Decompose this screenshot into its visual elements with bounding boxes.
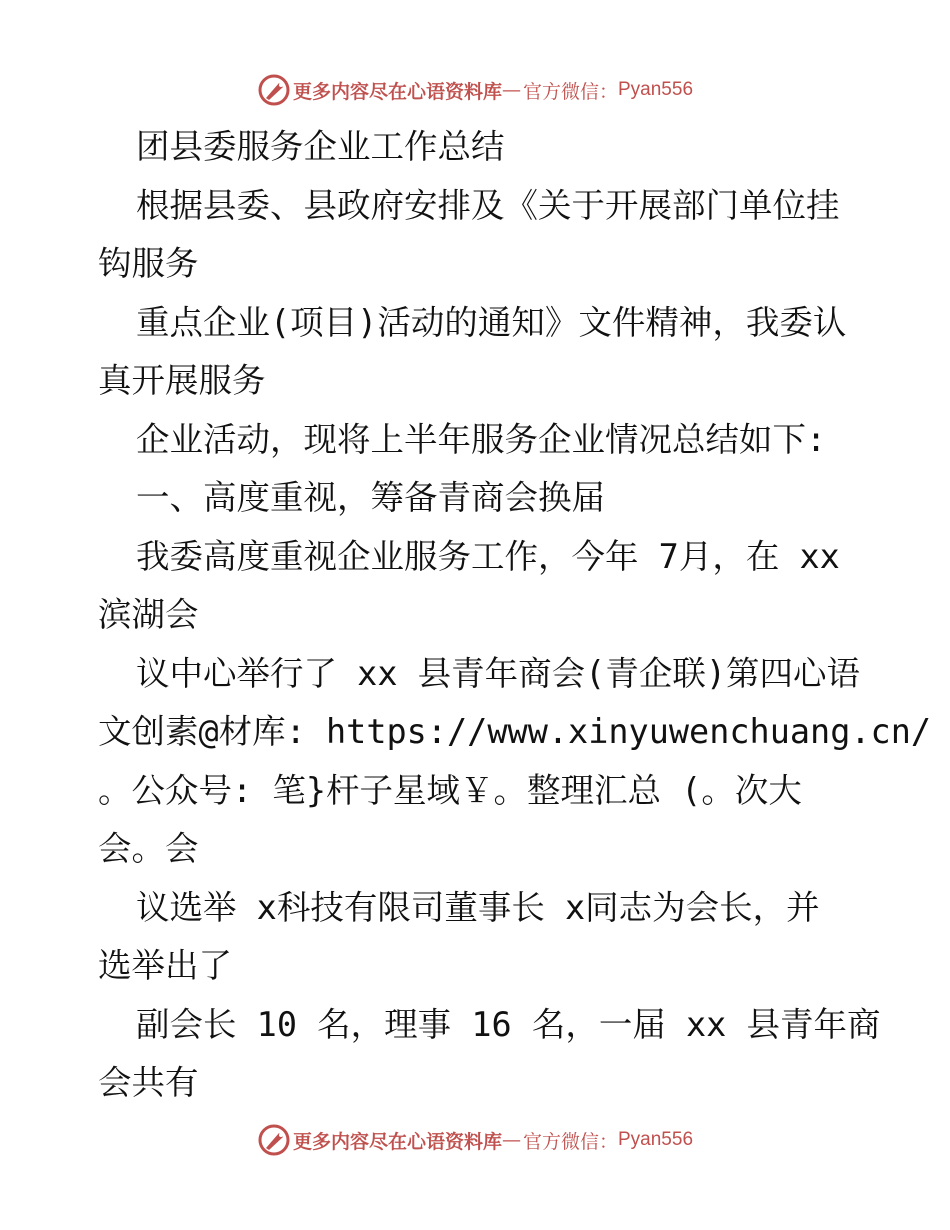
paragraph-line: 滨湖会 bbox=[98, 595, 199, 634]
paragraph-line: 议选举 x科技有限司董事长 x同志为会长，并 bbox=[136, 887, 820, 927]
pen-nib-circle-logo bbox=[257, 1123, 291, 1157]
banner-separator: — bbox=[501, 79, 521, 101]
banner-wechat-label: 官方微信： bbox=[522, 80, 618, 103]
paragraph-line: 团县委服务企业工作总结 bbox=[136, 127, 505, 166]
paragraph-line: 文创素@材库: https://www.xinyuwenchuang.cn/ bbox=[98, 712, 932, 751]
header-banner bbox=[0, 73, 950, 107]
banner-wechat-label: 官方微信： bbox=[522, 1130, 618, 1153]
paragraph-line: 议中心举行了 xx 县青年商会(青企联)第四心语 bbox=[136, 653, 861, 693]
paragraph-line: 钩服务 bbox=[98, 244, 199, 283]
footer-banner bbox=[0, 1123, 950, 1157]
banner-separator: — bbox=[501, 1129, 521, 1151]
paragraph-line: 一、高度重视，筹备青商会换届 bbox=[136, 478, 605, 517]
document-body bbox=[98, 118, 932, 1113]
paragraph-line: 我委高度重视企业服务工作，今年 7月，在 xx bbox=[136, 536, 840, 576]
banner-promo-text: 更多内容尽在心语资料库 bbox=[292, 1130, 502, 1153]
paragraph-line: 会共有 bbox=[98, 1063, 199, 1102]
paragraph-line: 真开展服务 bbox=[98, 361, 266, 400]
paragraph-line: 会。会 bbox=[98, 829, 199, 868]
paragraph-line: 根据县委、县政府安排及《关于开展部门单位挂 bbox=[136, 185, 840, 225]
paragraph-line: 企业活动，现将上半年服务企业情况总结如下: bbox=[136, 419, 827, 459]
banner-wechat-id: Pyan556 bbox=[618, 1129, 694, 1150]
paragraph-line: 副会长 10 名，理事 16 名，一届 xx 县青年商 bbox=[136, 1004, 881, 1044]
paragraph-line: 重点企业(项目)活动的通知》文件精神，我委认 bbox=[136, 302, 847, 342]
banner-wechat-id: Pyan556 bbox=[618, 79, 694, 100]
paragraph-line: 。公众号: 笔}杆子星域￥。整理汇总 (。次大 bbox=[98, 770, 802, 810]
banner-promo-text: 更多内容尽在心语资料库 bbox=[292, 80, 502, 103]
paragraph-line: 选举出了 bbox=[98, 946, 232, 985]
pen-nib-circle-logo bbox=[257, 73, 291, 107]
